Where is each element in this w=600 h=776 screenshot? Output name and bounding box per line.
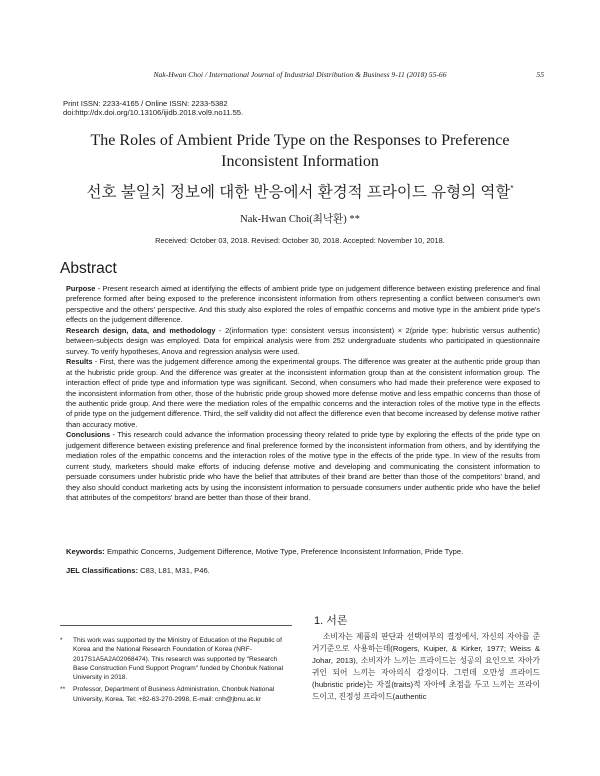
footnotes — [60, 636, 292, 707]
design-label: Research design, data, and methodology — [66, 325, 216, 335]
jel-label: JEL Classifications: — [66, 566, 139, 575]
korean-title — [60, 180, 540, 202]
abstract-conclusions — [66, 430, 540, 503]
keywords — [66, 547, 540, 556]
introduction-heading: 1. 서론 — [314, 615, 348, 627]
korean-title-footnote-mark: * — [510, 183, 514, 193]
abstract-body — [66, 284, 540, 504]
results-text: - First, there was the judgement difference among the experimental groups. The difference was greater at the authentic pride group than at the hubristic pride group. And the difference was greater at the inconsistent information group than at the consistent information group. The interaction effect of pride type and information type was significant. Second, when consumers who had made their preference were exposed to the inconsistent information from other, those of the hubristic pride group showed more defense motive and less empathic concerns than those of the authentic pride group. And there were the mediation roles of the empathic concerns and the interaction roles of the motive type in the effects of pride type on the judgement difference. Third, the self validity did not affect the difference even that become increased by defense motive rather than accuracy motive. — [66, 357, 540, 429]
footnote-mark: * — [60, 637, 63, 644]
doi-line: doi:http://dx.doi.org/10.13106/ijidb.2018.vol9.no11.55. — [63, 108, 244, 117]
abstract-design — [66, 326, 540, 357]
jel-text: C83, L81, M31, P46. — [138, 566, 210, 575]
footnote-text: Professor, Department of Business Administration, Chonbuk National University, Korea. Tel: +82-63-270-2998, E-mail: cnh@jbnu.ac.kr — [73, 686, 275, 703]
purpose-text: - Present research aimed at identifying the effects of ambient pride type on judgement difference between existing preference and final preference formed after being exposed to the preference inconsistent information from others representing a conflict between consumer's own perspective and the others' perspective. And this study also explored the roles of empathic concerns and motive type in the ambient pride type's effects on the judgement difference. — [66, 284, 540, 325]
title-line-1: The Roles of Ambient Pride Type on the Responses to Preference — [90, 132, 510, 149]
conclusions-text: - This research could advance the information processing theory related to pride type by exploring the effects of the pride type on judgement difference between existing preference and final preference formed by the inconsistent information from others, and by identifying the mediation roles of the empathic concerns and the interaction roles of the motive type in the effects of the pride type. In view of the results from current study, marketers should make efforts of inducing defense motive and developing and communicating the consistent information to persuade consumers under hubristic pride who have the belief that attributes of their brand are better than those of the competitors' brand, and they also should conduct marketing acts by using the inconsistent information to persuade consumers under authentic pride who have the belief that attributes of the competitors' brand are better than those of their brand. — [66, 430, 540, 503]
page-number: 55 — [536, 70, 544, 79]
abstract-heading: Abstract — [60, 260, 117, 277]
design-text: - 2(information type: consistent versus inconsistent) × 2(pride type: hubristic versus authentic) between-subjects design was employed. Data for empirical analysis were from 252 undergraduate students who participated in questionnaire survey. To verify hypotheses, Anova and regression analysis were used. — [66, 325, 540, 356]
jel-classifications — [66, 566, 540, 575]
running-header: Nak-Hwan Choi / International Journal of Industrial Distribution & Business 9-11 (2018) 55-66 — [153, 70, 447, 79]
received-dates: Received: October 03, 2018. Revised: October 30, 2018. Accepted: November 10, 2018. — [155, 236, 445, 245]
footnote-funding — [60, 636, 292, 682]
author-line: Nak-Hwan Choi(최낙환) ** — [240, 214, 360, 225]
footnote-text: This work was supported by the Ministry of Education of the Republic of Korea and the National Research Foundation of Korea (NRF-2017S1A5A2A02068474). This research was supported by "Research Base Construction Fund Support Program" funded by Chonbuk National University in 2018. — [73, 637, 284, 682]
footnote-divider — [60, 625, 292, 626]
title-line-2: Inconsistent Information — [221, 153, 379, 170]
introduction-paragraph: 소비자는 제품의 판단과 선택여부의 결정에서, 자신의 자아를 준거기준으로 사용하는데(Rogers, Kuiper, & Kirker, 1977; Weiss & Johar, 2013), 소비자가 느끼는 프라이드는 성공의 요인으로 자아가 귀인 되어 느끼는 자아의식 감정이다. 그런데 오만성 프라이드(hubristic pride)는 자질(traits)적 자아에 초점을 두고 느끼는 프라이드이고, 진정성 프라이드(authentic — [312, 632, 540, 702]
introduction-body — [312, 631, 540, 704]
conclusions-label: Conclusions — [66, 430, 111, 440]
results-label: Results — [66, 357, 93, 367]
korean-title-text: 선호 불일치 정보에 대한 반응에서 환경적 프라이드 유형의 역할 — [86, 184, 511, 201]
footnote-mark: ** — [60, 686, 66, 694]
purpose-label: Purpose — [66, 284, 96, 293]
keywords-text: Empathic Concerns, Judgement Difference, Motive Type, Preference Inconsistent Information, Pride Type. — [104, 547, 464, 556]
abstract-purpose — [66, 284, 540, 326]
issn-line: Print ISSN: 2233-4165 / Online ISSN: 2233-5382 — [63, 99, 228, 108]
keywords-label: Keywords: — [66, 547, 105, 556]
paper-title — [60, 130, 540, 172]
abstract-results — [66, 357, 540, 430]
footnote-author — [60, 685, 292, 704]
issn-block — [63, 99, 243, 117]
